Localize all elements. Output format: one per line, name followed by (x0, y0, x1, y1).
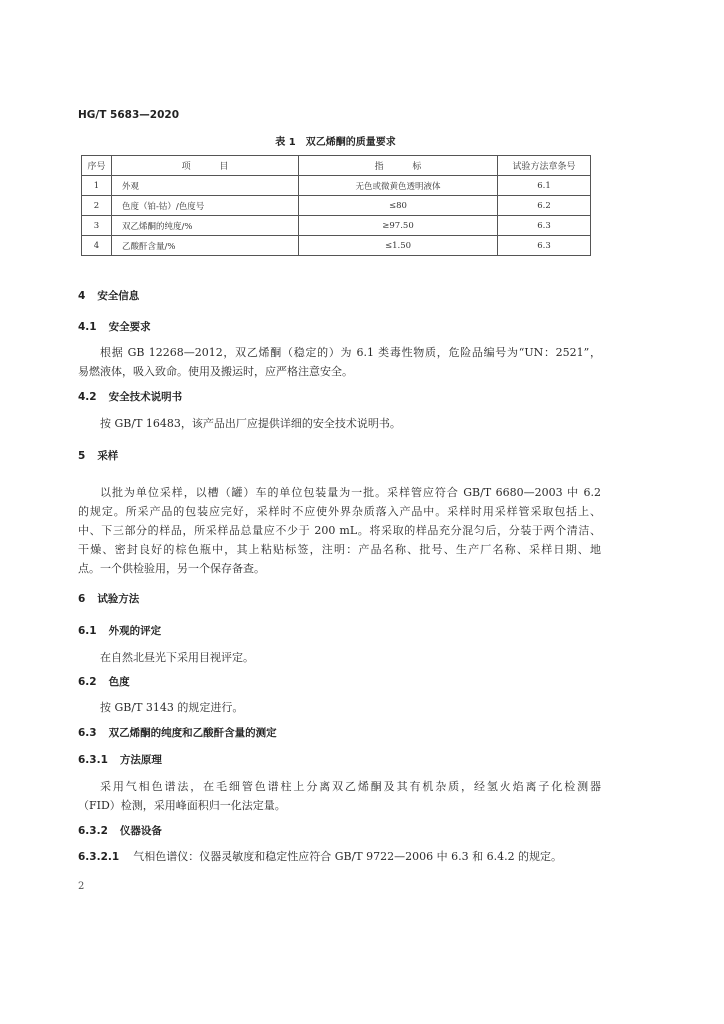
clause-text: 气相色谱仪：仪器灵敏度和稳定性应符合 GB/T 9722—2006 中 6.3 和 6.4.2 的规定。 (133, 850, 563, 863)
section-title: 双乙烯酮的纯度和乙酸酐含量的测定 (108, 727, 277, 739)
cell-item: 双乙烯酮的纯度/% (112, 216, 299, 236)
cell-method: 6.3 (498, 216, 591, 236)
section-number: 6.2 (78, 676, 97, 688)
section-number: 6.1 (78, 625, 97, 637)
section-heading-6-2 (78, 675, 130, 689)
paragraph-line: 点。一个供检验用，另一个保存备查。 (78, 562, 265, 575)
paragraph-line: 根据 GB 12268—2012，双乙烯酮（稳定的）为 6.1 类毒性物质，危险品编号为“UN：2521”， (100, 346, 601, 359)
paragraph-line: 按 GB/T 16483，该产品出厂应提供详细的安全技术说明书。 (100, 417, 401, 430)
cell-spec: ≤1.50 (299, 236, 498, 256)
section-number: 4 (78, 290, 86, 302)
paragraph-line: 干燥、密封良好的棕色瓶中，其上粘贴标签，注明：产品名称、批号、生产厂名称、采样日期、地 (78, 543, 601, 556)
cell-no: 4 (82, 236, 112, 256)
paragraph-line: 易燃液体，吸入致命。使用及搬运时，应严格注意安全。 (78, 365, 353, 378)
cell-method: 6.2 (498, 196, 591, 216)
section-number: 6.3 (78, 727, 97, 739)
table-label: 表 1 (275, 137, 296, 148)
section-number: 6.3.1 (78, 754, 108, 766)
section-heading-5 (78, 449, 118, 463)
cell-no: 2 (82, 196, 112, 216)
cell-no: 3 (82, 216, 112, 236)
page-number: 2 (78, 881, 85, 892)
section-heading-4-1 (78, 320, 151, 334)
column-header-method: 试验方法章条号 (498, 156, 591, 176)
section-title: 采样 (97, 450, 119, 462)
paragraph-line: 在自然北昼光下采用目视评定。 (100, 651, 254, 664)
section-number: 4.1 (78, 321, 97, 333)
section-title: 试验方法 (97, 593, 140, 605)
cell-spec: ≤80 (299, 196, 498, 216)
document-number: HG/T 5683—2020 (78, 109, 180, 121)
section-title: 仪器设备 (119, 825, 162, 837)
column-header-no: 序号 (82, 156, 112, 176)
section-number: 6 (78, 593, 86, 605)
section-title: 安全要求 (108, 321, 151, 333)
table-caption: 双乙烯酮的质量要求 (305, 137, 396, 148)
cell-item: 乙酸酐含量/% (112, 236, 299, 256)
section-title: 色度 (108, 676, 130, 688)
table-title (81, 136, 590, 150)
section-heading-6-1 (78, 624, 161, 638)
column-header-item: 项 目 (112, 156, 299, 176)
cell-method: 6.1 (498, 176, 591, 196)
paragraph-line: 按 GB/T 3143 的规定进行。 (100, 701, 244, 714)
cell-spec: ≥97.50 (299, 216, 498, 236)
clause-number: 6.3.2.1 (78, 851, 120, 863)
cell-no: 1 (82, 176, 112, 196)
table-row (82, 196, 591, 216)
section-heading-6-3-1 (78, 753, 162, 767)
table-row (82, 236, 591, 256)
section-heading-6-3-2 (78, 824, 162, 838)
section-heading-6-3 (78, 726, 277, 740)
section-number: 5 (78, 450, 86, 462)
section-number: 6.3.2 (78, 825, 108, 837)
column-header-spec: 指 标 (299, 156, 498, 176)
cell-method: 6.3 (498, 236, 591, 256)
section-heading-4 (78, 289, 139, 303)
section-title: 外观的评定 (108, 625, 162, 637)
paragraph-line: 采用气相色谱法，在毛细管色谱柱上分离双乙烯酮及其有机杂质，经氢火焰离子化检测器 (100, 780, 601, 793)
section-heading-4-2 (78, 390, 182, 404)
clause-6-3-2-1 (78, 850, 601, 864)
table-row (82, 176, 591, 196)
quality-requirements-table (81, 155, 591, 256)
table-row (82, 216, 591, 236)
cell-item: 色度（铂-钴）/色度号 (112, 196, 299, 216)
paragraph-line: （FID）检测，采用峰面积归一化法定量。 (78, 799, 286, 812)
section-title: 安全信息 (97, 290, 140, 302)
section-title: 方法原理 (119, 754, 162, 766)
section-number: 4.2 (78, 391, 97, 403)
paragraph-line: 的规定。所采产品的包装应完好，采样时不应使外界杂质落入产品中。采样时用采样管采取包括上、 (78, 505, 601, 518)
paragraph-line: 以批为单位采样，以槽（罐）车的单位包装量为一批。采样管应符合 GB/T 6680—2003 中 6.2 (100, 486, 601, 499)
paragraph-line: 中、下三部分的样品，所采样品总量应不少于 200 mL。将采取的样品充分混匀后，分装于两个清洁、 (78, 524, 601, 537)
section-title: 安全技术说明书 (108, 391, 183, 403)
table-header-row (82, 156, 591, 176)
cell-item: 外观 (112, 176, 299, 196)
cell-spec: 无色或微黄色透明液体 (299, 176, 498, 196)
section-heading-6 (78, 592, 139, 606)
